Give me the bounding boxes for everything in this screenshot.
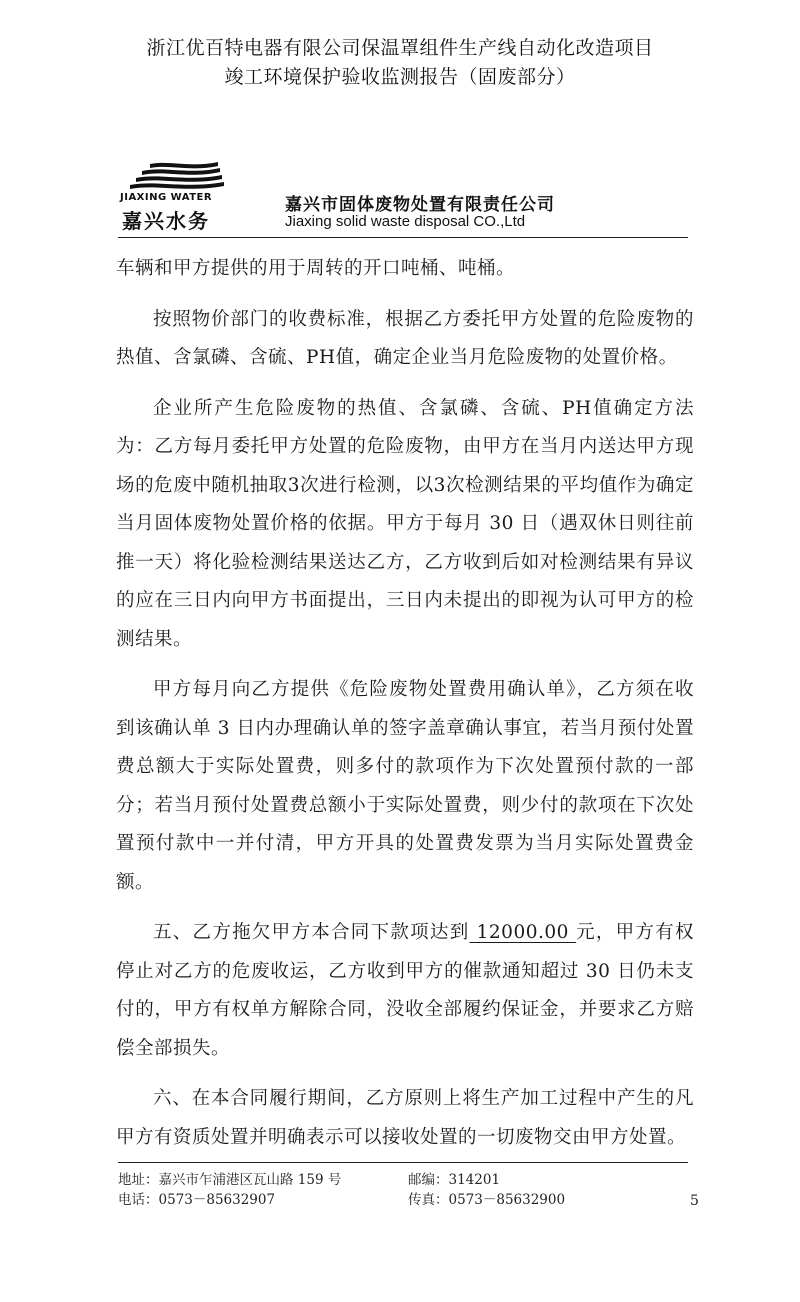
contract-body [116,250,694,1157]
company-logo [120,160,230,233]
letterhead-divider [118,237,688,238]
paragraph-1: 车辆和甲方提供的用于周转的开口吨桶、吨桶。 [116,258,516,279]
paragraph-5 [116,914,694,1068]
paragraph-3: 企业所产生危险废物的热值、含氯磷、含硫、PH值确定方法为：乙方每月委托甲方处置的危险废物，由甲方在当月内送达甲方现场的危废中随机抽取3次进行检测，以3次检测结果的平均值作为确定当月固体废物处置价格的依据。甲方于每月 30 日（遇双休日则往前推一天）将化验检测结果送达乙方，乙方收到后如对检测结果有异议的应在三日内向甲方书面提出，三日内未提出的即视为认可甲方的检测结果。 [116,397,694,650]
report-title-line-2: 竣工环境保护验收监测报告（固废部分） [224,66,576,88]
paragraph-6: 六、在本合同履行期间，乙方原则上将生产加工过程中产生的凡甲方有资质处置并明确表示可以接收处置的一切废物交由甲方处置。 [116,1088,694,1148]
report-header [0,34,800,92]
company-name-english: Jiaxing solid waste disposal CO.,Ltd [285,213,526,230]
page-number: 5 [690,1193,699,1209]
paragraph-4 [116,671,694,902]
logo-chinese-text: 嘉兴水务 [122,209,210,233]
wave-logo-icon [120,160,230,194]
footer-phone: 电话：0573－85632907 [118,1192,276,1208]
footer-postcode: 邮编：314201 [408,1172,501,1188]
paragraph-5-text-a: 五、乙方拖欠甲方本合同下款项达到 [153,922,470,943]
paragraph-4-text: 甲方每月向乙方提供《危险废物处置费用确认单》，乙方须在收到该确认单 3 日内办理确认单的签字盖章确认事宜，若当月预付处置费总额大于实际处置费，则多付的款项作为下次处置预付款的一部分；若当月预付处置费总额小于实际处置费，则少付的款项在下次处置预付款中一并付清，甲方开具的处置费发票为当月实际处置费金额。 [116,679,694,893]
footer-fax: 传真：0573－85632900 [408,1192,566,1208]
arrears-amount: 12000.00 [469,922,577,943]
report-title-line-1: 浙江优百特电器有限公司保温罩组件生产线自动化改造项目 [146,37,654,59]
footer-address: 地址：嘉兴市乍浦港区瓦山路 159 号 [118,1172,342,1188]
paragraph-2: 按照物价部门的收费标准，根据乙方委托甲方处置的危险废物的热值、含氯磷、含硫、PH值，确定企业当月危险废物的处置价格。 [116,308,694,368]
footer-divider [118,1162,688,1163]
company-name-chinese: 嘉兴市固体废物处置有限责任公司 [285,195,555,215]
paragraph-5-text-b: 元，甲方有权停止对乙方的危废收运，乙方收到甲方的催款通知超过 30 日仍未支付的，甲方有权单方解除合同，没收全部履约保证金，并要求乙方赔偿全部损失。 [116,922,694,1059]
logo-english-text: JIAXING WATER [120,192,213,203]
